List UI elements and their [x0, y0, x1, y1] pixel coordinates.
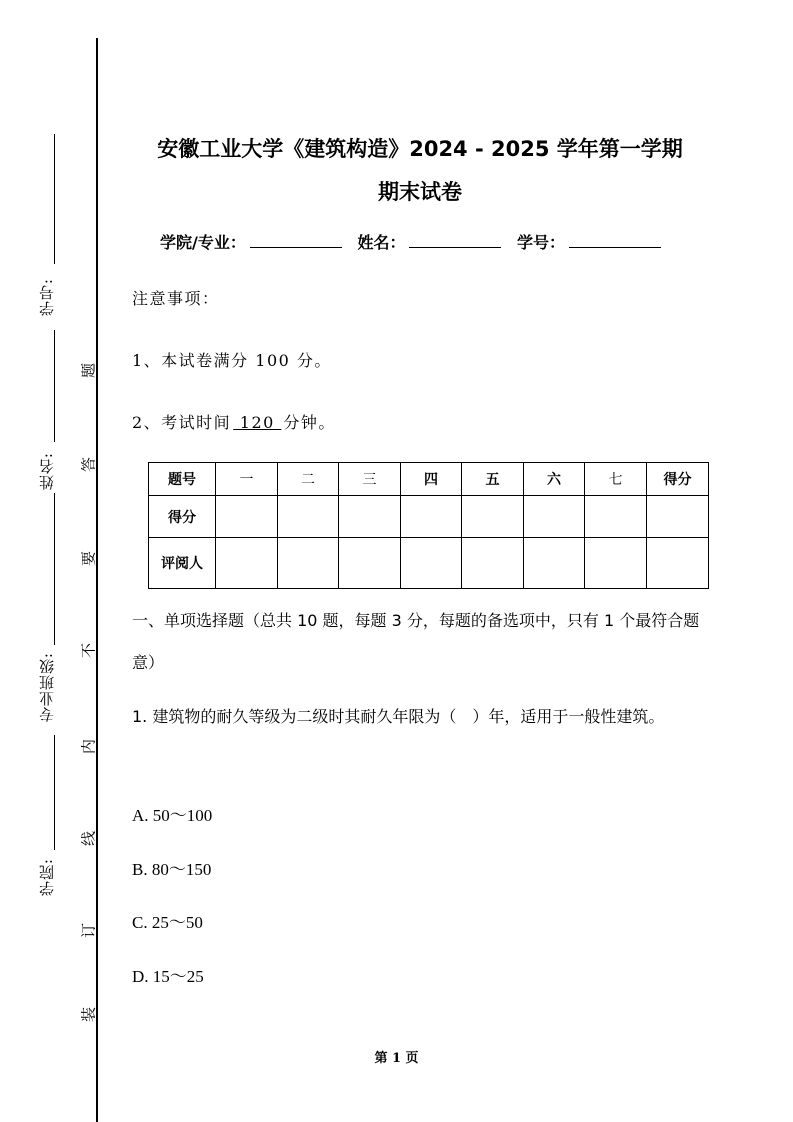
question-1-option-a[interactable]: A. 50～100 — [132, 806, 213, 825]
note-item-2-prefix: 2、考试时间 — [132, 413, 232, 432]
reviewer-cell[interactable] — [462, 538, 524, 589]
header-cell: 五 — [462, 463, 524, 496]
page-number: 第 1 页 — [374, 1051, 419, 1066]
score-cell[interactable] — [339, 496, 401, 538]
name-fill-line — [54, 330, 55, 442]
header-cell: 六 — [524, 463, 585, 496]
college-fill-line — [54, 735, 55, 850]
name-label: 姓名： — [357, 233, 406, 252]
margin-warning-char: 题 — [79, 363, 98, 379]
notes-heading: 注意事项： — [132, 289, 220, 308]
reviewer-cell[interactable] — [647, 538, 709, 589]
header-cell: 题号 — [149, 463, 216, 496]
section-1-heading: 一、单项选择题（总共 10 题，每题 3 分，每题的备选项中，只有 1 个最符合题意） — [132, 611, 700, 672]
header-cell: 七 — [585, 463, 647, 496]
score-cell[interactable] — [216, 496, 278, 538]
name-blank[interactable] — [409, 233, 501, 248]
header-cell: 一 — [216, 463, 278, 496]
note-item-2-suffix: 分钟。 — [283, 413, 336, 432]
student-id-blank[interactable] — [569, 233, 661, 248]
question-1-option-c[interactable]: C. 25～50 — [132, 913, 203, 932]
margin-label-name: 姓名: — [38, 452, 56, 491]
note-item-1: 1、本试卷满分 100 分。 — [132, 351, 332, 370]
margin-warning-char: 要 — [79, 551, 98, 567]
margin-warning-char: 内 — [79, 739, 98, 755]
exam-duration-value: 120 — [233, 413, 282, 432]
reviewer-cell[interactable] — [278, 538, 339, 589]
binding-line — [96, 38, 98, 1122]
margin-label-class: 专业班级: — [38, 652, 56, 723]
score-cell[interactable] — [647, 496, 709, 538]
score-cell[interactable] — [524, 496, 585, 538]
margin-warning-char: 不 — [79, 643, 98, 659]
college-major-label: 学院/专业： — [160, 233, 246, 252]
score-cell[interactable] — [585, 496, 647, 538]
score-table — [148, 462, 709, 589]
score-cell[interactable] — [462, 496, 524, 538]
question-1-stem: 1. 建筑物的耐久等级为二级时其耐久年限为（ ）年，适用于一般性建筑。 — [132, 707, 665, 726]
margin-warning-char: 线 — [79, 831, 98, 847]
exam-subtitle: 期末试卷 — [378, 180, 462, 204]
student-id-fill-line — [54, 134, 55, 264]
header-cell: 二 — [278, 463, 339, 496]
reviewer-cell[interactable] — [216, 538, 278, 589]
reviewer-cell[interactable] — [524, 538, 585, 589]
reviewer-cell[interactable] — [585, 538, 647, 589]
question-1-option-b[interactable]: B. 80～150 — [132, 860, 212, 879]
class-fill-line — [54, 493, 55, 645]
exam-title: 安徽工业大学《建筑构造》2024 - 2025 学年第一学期 — [157, 137, 683, 161]
student-info-line — [160, 230, 671, 253]
reviewer-cell[interactable] — [401, 538, 462, 589]
score-row — [149, 496, 709, 538]
question-1-option-d[interactable]: D. 15～25 — [132, 967, 204, 986]
note-item-2 — [132, 410, 336, 433]
margin-warning-char: 装 — [79, 1007, 98, 1023]
margin-label-college: 学院: — [38, 858, 56, 897]
margin-warning-char: 订 — [79, 923, 98, 939]
score-table-header-row — [149, 463, 709, 496]
reviewer-cell[interactable] — [339, 538, 401, 589]
reviewer-row — [149, 538, 709, 589]
score-cell[interactable] — [278, 496, 339, 538]
row-label: 评阅人 — [149, 538, 216, 589]
margin-warning-char: 答 — [79, 457, 98, 473]
college-major-blank[interactable] — [250, 233, 342, 248]
header-cell: 三 — [339, 463, 401, 496]
row-label: 得分 — [149, 496, 216, 538]
header-cell: 得分 — [647, 463, 709, 496]
header-cell: 四 — [401, 463, 462, 496]
margin-label-student-id: 学号: — [38, 278, 56, 317]
student-id-label: 学号： — [517, 233, 566, 252]
score-cell[interactable] — [401, 496, 462, 538]
